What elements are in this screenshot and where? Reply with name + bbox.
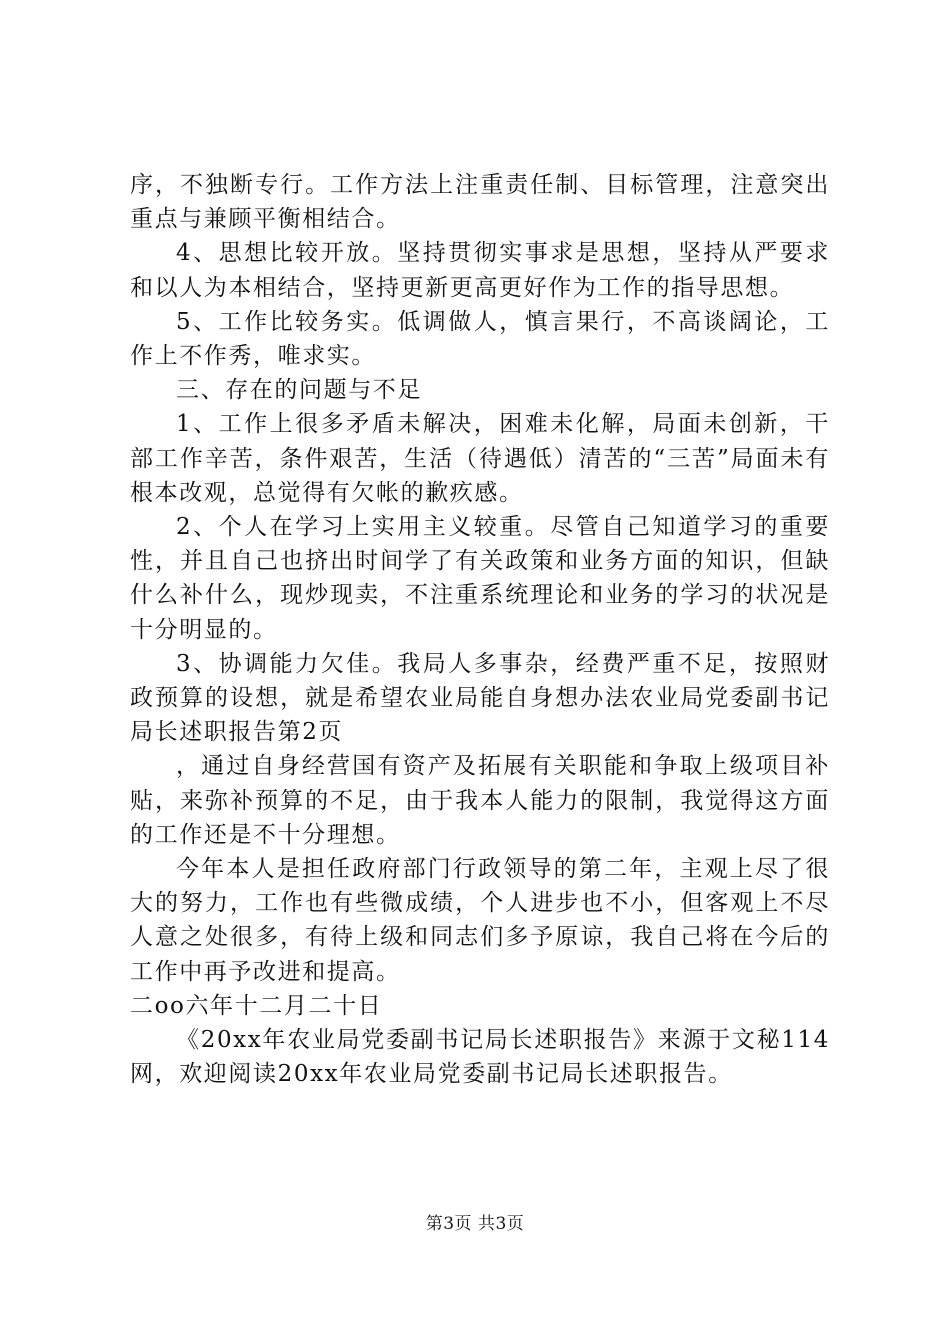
paragraph-2: 4、思想比较开放。坚持贯彻实事求是思想，坚持从严要求和以人为本相结合，坚持更新更高更好作为工作的指导思想。 <box>130 240 830 301</box>
paragraph-7: 3、协调能力欠佳。我局人多事杂，经费严重不足，按照财政预算的设想，就是希望农业局能自身想办法农业局党委副书记局长述职报告第2页 <box>130 650 830 746</box>
document-body <box>130 168 830 1091</box>
paragraph-9: 今年本人是担任政府部门行政领导的第二年，主观上尽了很大的努力，工作也有些微成绩，个人进步也不小，但客观上不尽人意之处很多，有待上级和同志们多予原谅，我自己将在今后的工作中再予改进和提高。 <box>130 856 830 985</box>
paragraph-8: ，通过自身经营国有资产及拓展有关职能和争取上级项目补贴，来弥补预算的不足，由于我本人能力的限制，我觉得这方面的工作还是不十分理想。 <box>130 753 830 848</box>
date-line: 二oo六年十二月二十日 <box>130 992 383 1019</box>
source-note: 《20xx年农业局党委副书记局长述职报告》来源于文秘114网，欢迎阅读20xx年农业局党委副书记局长述职报告。 <box>130 1027 830 1088</box>
paragraph-6: 2、个人在学习上实用主义较重。尽管自己知道学习的重要性，并且自己也挤出时间学了有关政策和业务方面的知识，但缺什么补什么，现炒现卖，不注重系统理论和业务的学习的状况是十分明显的。 <box>130 514 830 643</box>
page-footer: 第3页 共3页 <box>425 1214 525 1234</box>
paragraph-3: 5、工作比较务实。低调做人，慎言果行，不高谈阔论，工作上不作秀，唯求实。 <box>130 308 830 370</box>
paragraph-5: 1、工作上很多矛盾未解决，困难未化解，局面未创新，干部工作辛苦，条件艰苦，生活（待遇低）清苦的“三苦”局面未有根本改观，总觉得有欠帐的歉疚感。 <box>130 411 830 506</box>
paragraph-1: 序，不独断专行。工作方法上注重责任制、目标管理，注意突出重点与兼顾平衡相结合。 <box>130 172 830 233</box>
section-heading-issues: 三、存在的问题与不足 <box>176 377 422 404</box>
